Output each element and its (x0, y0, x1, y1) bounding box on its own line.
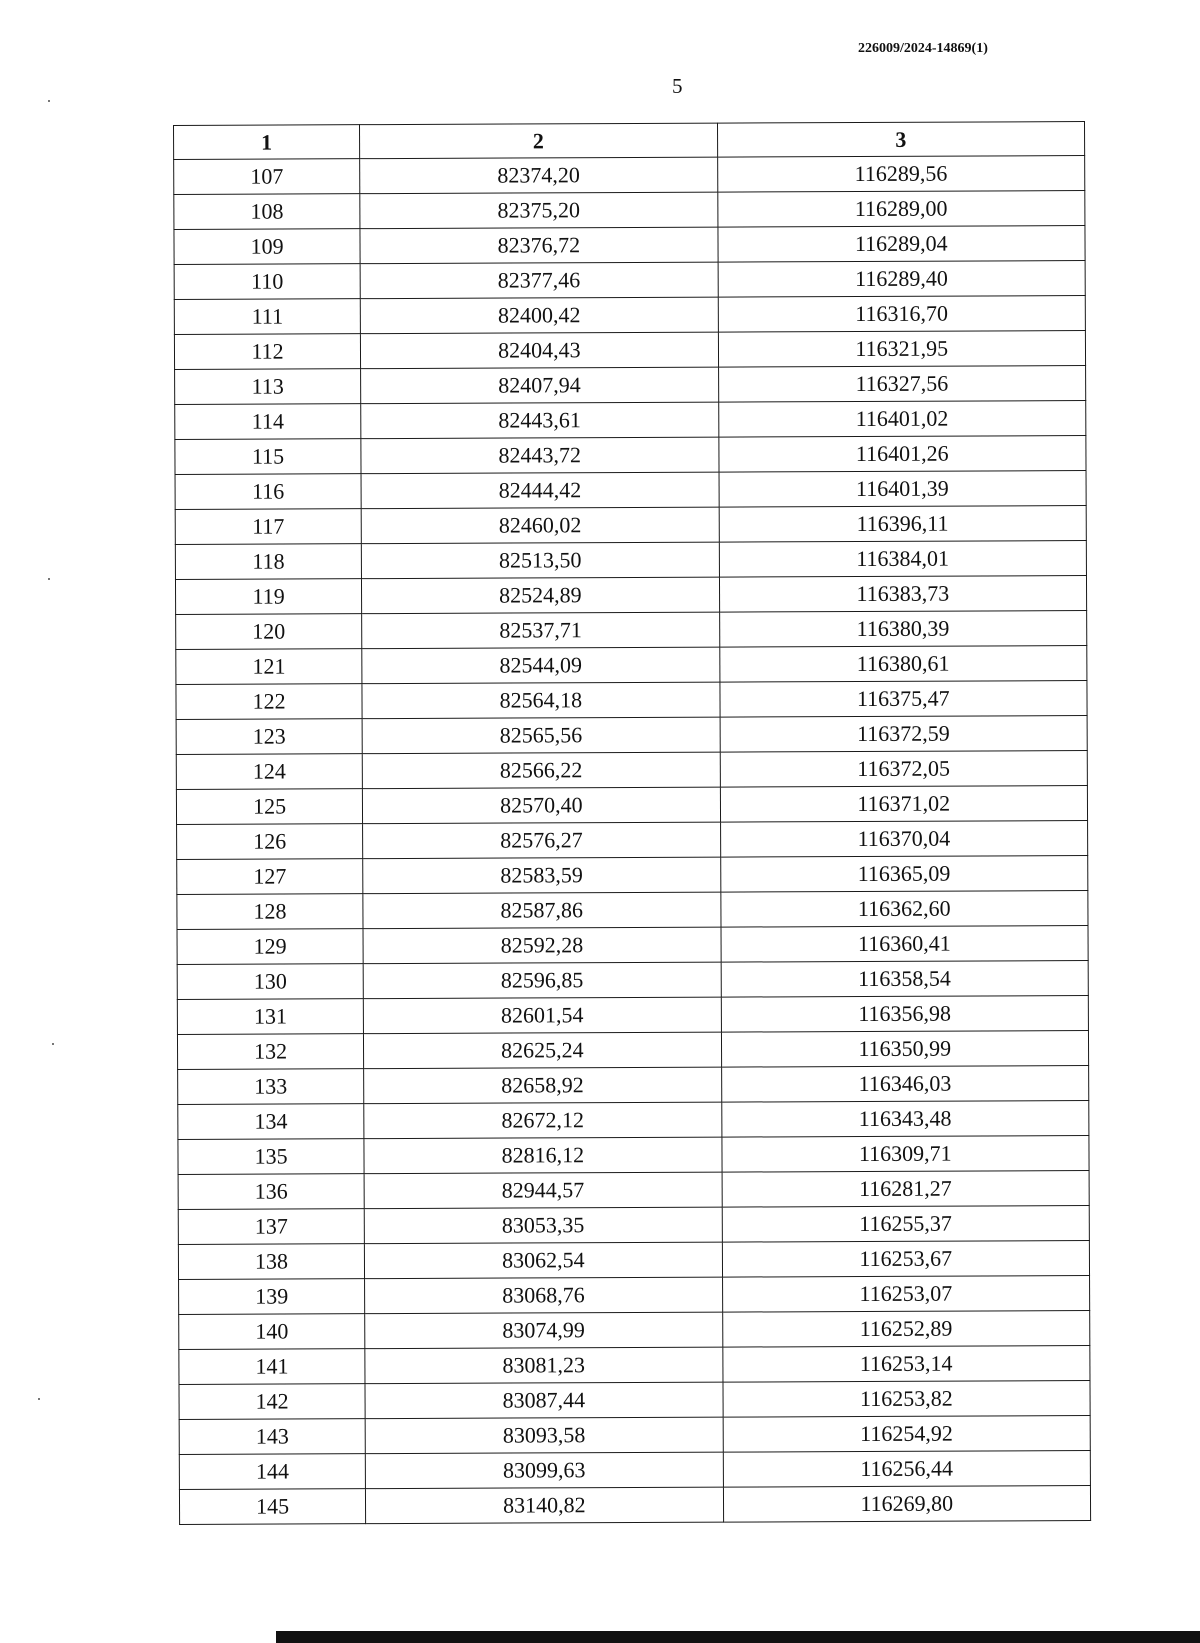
y-coordinate-cell: 116380,39 (719, 611, 1087, 648)
x-coordinate-cell: 82513,50 (361, 542, 719, 579)
table-body (174, 156, 1091, 1525)
point-number-cell: 123 (176, 719, 362, 755)
table-row (176, 751, 1087, 790)
x-coordinate-cell: 83062,54 (365, 1242, 723, 1279)
table-row (179, 1451, 1090, 1490)
y-coordinate-cell: 116346,03 (721, 1066, 1089, 1103)
y-coordinate-cell: 116396,11 (719, 506, 1087, 543)
x-coordinate-cell: 82443,72 (361, 437, 719, 474)
table-row (177, 821, 1088, 860)
y-coordinate-cell: 116289,56 (717, 156, 1085, 193)
x-coordinate-cell: 82407,94 (361, 367, 719, 404)
point-number-cell: 138 (178, 1244, 364, 1280)
y-coordinate-cell: 116380,61 (719, 646, 1087, 683)
table-row (176, 716, 1087, 755)
x-coordinate-cell: 82592,28 (363, 927, 721, 964)
table-row (176, 611, 1087, 650)
y-coordinate-cell: 116362,60 (720, 891, 1088, 928)
column-header-1: 1 (174, 125, 360, 160)
table-row (174, 261, 1085, 300)
table-row (175, 471, 1086, 510)
y-coordinate-cell: 116327,56 (718, 366, 1086, 403)
table-row (177, 856, 1088, 895)
point-number-cell: 121 (176, 649, 362, 685)
scan-speck (52, 1043, 54, 1045)
y-coordinate-cell: 116321,95 (718, 331, 1086, 368)
y-coordinate-cell: 116343,48 (721, 1101, 1089, 1138)
x-coordinate-cell: 82672,12 (364, 1102, 722, 1139)
table-row (179, 1416, 1090, 1455)
point-number-cell: 119 (175, 579, 361, 615)
x-coordinate-cell: 82377,46 (360, 262, 718, 299)
y-coordinate-cell: 116375,47 (719, 681, 1087, 718)
y-coordinate-cell: 116254,92 (723, 1416, 1091, 1453)
point-number-cell: 130 (177, 964, 363, 1000)
y-coordinate-cell: 116289,00 (717, 191, 1085, 228)
x-coordinate-cell: 82596,85 (363, 962, 721, 999)
table-row (178, 1241, 1089, 1280)
y-coordinate-cell: 116384,01 (719, 541, 1087, 578)
x-coordinate-cell: 82570,40 (363, 787, 721, 824)
table-row (179, 1276, 1090, 1315)
table-row (175, 366, 1086, 405)
point-number-cell: 107 (174, 159, 360, 195)
point-number-cell: 144 (179, 1454, 365, 1490)
table-row (174, 331, 1085, 370)
y-coordinate-cell: 116253,82 (723, 1381, 1091, 1418)
table-row (178, 1136, 1089, 1175)
point-number-cell: 111 (174, 299, 360, 335)
table-row (178, 1066, 1089, 1105)
y-coordinate-cell: 116372,05 (720, 751, 1088, 788)
point-number-cell: 124 (176, 754, 362, 790)
y-coordinate-cell: 116356,98 (721, 996, 1089, 1033)
y-coordinate-cell: 116309,71 (721, 1136, 1089, 1173)
point-number-cell: 132 (177, 1034, 363, 1070)
table-row (174, 296, 1085, 335)
y-coordinate-cell: 116401,26 (718, 436, 1086, 473)
table-row (176, 681, 1087, 720)
point-number-cell: 109 (174, 229, 360, 265)
x-coordinate-cell: 82375,20 (360, 192, 718, 229)
point-number-cell: 108 (174, 194, 360, 230)
table-row (174, 156, 1085, 195)
x-coordinate-cell: 82816,12 (364, 1137, 722, 1174)
table-row (175, 576, 1086, 615)
y-coordinate-cell: 116255,37 (722, 1206, 1090, 1243)
y-coordinate-cell: 116253,67 (722, 1241, 1090, 1278)
scan-edge-bar (276, 1631, 1200, 1643)
point-number-cell: 145 (179, 1489, 365, 1525)
point-number-cell: 117 (175, 509, 361, 545)
point-number-cell: 129 (177, 929, 363, 965)
x-coordinate-cell: 82566,22 (362, 752, 720, 789)
table-row (177, 961, 1088, 1000)
x-coordinate-cell: 82376,72 (360, 227, 718, 264)
point-number-cell: 110 (174, 264, 360, 300)
x-coordinate-cell: 83087,44 (365, 1382, 723, 1419)
x-coordinate-cell: 82583,59 (363, 857, 721, 894)
y-coordinate-cell: 116289,04 (717, 226, 1085, 263)
point-number-cell: 120 (176, 614, 362, 650)
x-coordinate-cell: 82658,92 (364, 1067, 722, 1104)
table-header (174, 122, 1085, 160)
table-row (177, 926, 1088, 965)
y-coordinate-cell: 116358,54 (721, 961, 1089, 998)
point-number-cell: 118 (175, 544, 361, 580)
point-number-cell: 128 (177, 894, 363, 930)
point-number-cell: 141 (179, 1349, 365, 1385)
y-coordinate-cell: 116256,44 (723, 1451, 1091, 1488)
point-number-cell: 126 (177, 824, 363, 860)
table-row (176, 786, 1087, 825)
x-coordinate-cell: 83068,76 (365, 1277, 723, 1314)
point-number-cell: 115 (175, 439, 361, 475)
table-row (175, 541, 1086, 580)
table-row (175, 506, 1086, 545)
x-coordinate-cell: 82524,89 (362, 577, 720, 614)
x-coordinate-cell: 82400,42 (360, 297, 718, 334)
table-row (178, 1206, 1089, 1245)
scan-speck (48, 578, 50, 580)
table-row (176, 646, 1087, 685)
y-coordinate-cell: 116289,40 (718, 261, 1086, 298)
y-coordinate-cell: 116383,73 (719, 576, 1087, 613)
y-coordinate-cell: 116372,59 (720, 716, 1088, 753)
x-coordinate-cell: 82587,86 (363, 892, 721, 929)
table-header-row (174, 122, 1085, 160)
point-number-cell: 114 (175, 404, 361, 440)
point-number-cell: 112 (174, 334, 360, 370)
point-number-cell: 134 (178, 1104, 364, 1140)
point-number-cell: 142 (179, 1384, 365, 1420)
table-row (178, 1171, 1089, 1210)
coordinates-table (173, 121, 1091, 1525)
y-coordinate-cell: 116316,70 (718, 296, 1086, 333)
x-coordinate-cell: 82625,24 (364, 1032, 722, 1069)
point-number-cell: 125 (176, 789, 362, 825)
y-coordinate-cell: 116365,09 (720, 856, 1088, 893)
y-coordinate-cell: 116253,07 (722, 1276, 1090, 1313)
table-row (177, 891, 1088, 930)
point-number-cell: 131 (177, 999, 363, 1035)
table-row (174, 191, 1085, 230)
point-number-cell: 113 (175, 369, 361, 405)
x-coordinate-cell: 82537,71 (362, 612, 720, 649)
point-number-cell: 116 (175, 474, 361, 510)
scan-speck (38, 1398, 40, 1400)
point-number-cell: 137 (178, 1209, 364, 1245)
x-coordinate-cell: 83053,35 (364, 1207, 722, 1244)
table-row (178, 1101, 1089, 1140)
point-number-cell: 140 (179, 1314, 365, 1350)
x-coordinate-cell: 82460,02 (361, 507, 719, 544)
y-coordinate-cell: 116401,02 (718, 401, 1086, 438)
y-coordinate-cell: 116350,99 (721, 1031, 1089, 1068)
table-row (174, 226, 1085, 265)
page-number: 5 (672, 74, 683, 98)
y-coordinate-cell: 116360,41 (721, 926, 1089, 963)
point-number-cell: 136 (178, 1174, 364, 1210)
y-coordinate-cell: 116371,02 (720, 786, 1088, 823)
column-header-2: 2 (360, 123, 718, 159)
x-coordinate-cell: 82576,27 (363, 822, 721, 859)
x-coordinate-cell: 83081,23 (365, 1347, 723, 1384)
table-row (175, 401, 1086, 440)
table-row (179, 1486, 1090, 1525)
y-coordinate-cell: 116253,14 (722, 1346, 1090, 1383)
document-number: 226009/2024-14869(1) (858, 41, 988, 56)
x-coordinate-cell: 82404,43 (361, 332, 719, 369)
point-number-cell: 139 (179, 1279, 365, 1315)
x-coordinate-cell: 82374,20 (360, 157, 718, 194)
scan-speck (48, 100, 50, 102)
y-coordinate-cell: 116401,39 (719, 471, 1087, 508)
x-coordinate-cell: 83099,63 (365, 1452, 723, 1489)
table-row (177, 996, 1088, 1035)
table-row (179, 1346, 1090, 1385)
y-coordinate-cell: 116252,89 (722, 1311, 1090, 1348)
point-number-cell: 143 (179, 1419, 365, 1455)
table-row (179, 1381, 1090, 1420)
x-coordinate-cell: 82544,09 (362, 647, 720, 684)
x-coordinate-cell: 82565,56 (362, 717, 720, 754)
point-number-cell: 135 (178, 1139, 364, 1175)
y-coordinate-cell: 116281,27 (722, 1171, 1090, 1208)
point-number-cell: 127 (177, 859, 363, 895)
table-row (177, 1031, 1088, 1070)
y-coordinate-cell: 116370,04 (720, 821, 1088, 858)
x-coordinate-cell: 82601,54 (363, 997, 721, 1034)
x-coordinate-cell: 82444,42 (361, 472, 719, 509)
x-coordinate-cell: 83093,58 (365, 1417, 723, 1454)
point-number-cell: 133 (178, 1069, 364, 1105)
table-row (175, 436, 1086, 475)
x-coordinate-cell: 83140,82 (366, 1487, 724, 1524)
y-coordinate-cell: 116269,80 (723, 1486, 1091, 1523)
x-coordinate-cell: 83074,99 (365, 1312, 723, 1349)
column-header-3: 3 (717, 122, 1085, 158)
table-row (179, 1311, 1090, 1350)
x-coordinate-cell: 82443,61 (361, 402, 719, 439)
point-number-cell: 122 (176, 684, 362, 720)
x-coordinate-cell: 82944,57 (364, 1172, 722, 1209)
x-coordinate-cell: 82564,18 (362, 682, 720, 719)
